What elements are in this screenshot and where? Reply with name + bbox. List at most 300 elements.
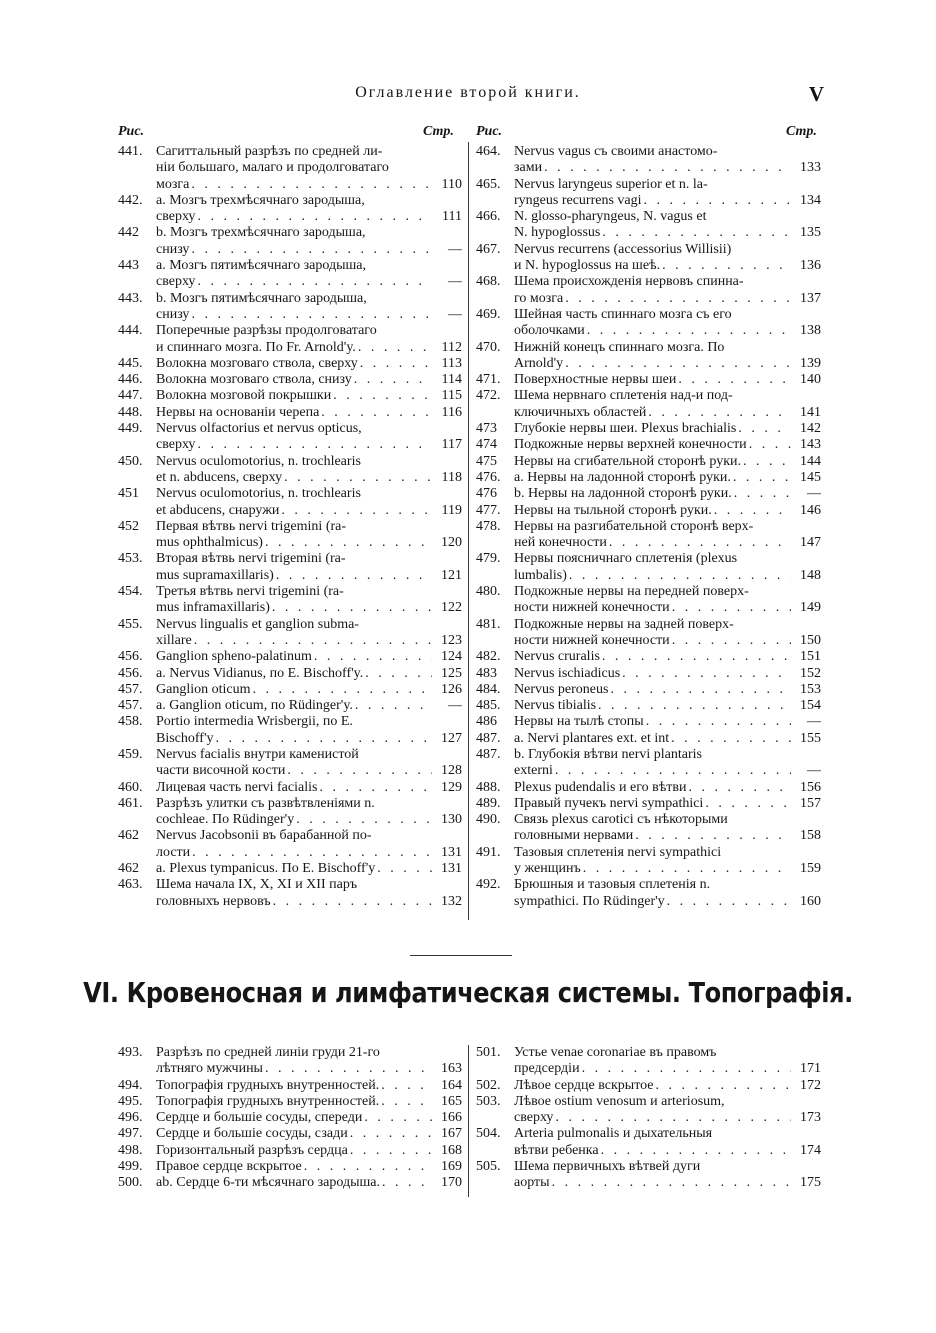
page-ref: 154 <box>800 698 821 714</box>
entry-title: Portio intermedia Wrisbergii, по E. <box>156 714 353 730</box>
entry-line <box>156 780 462 796</box>
entry-line <box>514 877 821 893</box>
dot-leader <box>189 242 432 258</box>
entry-line <box>514 340 821 356</box>
entry-title: mus inframaxillaris) <box>156 600 270 616</box>
toc-entry <box>118 796 462 829</box>
entry-title: предсердіи <box>514 1061 580 1077</box>
entry-body <box>514 1045 821 1078</box>
page-ref: 129 <box>441 779 462 795</box>
entry-line <box>514 1175 821 1191</box>
figure-number: 446. <box>118 372 143 388</box>
page-ref: 117 <box>441 437 462 453</box>
dot-leader <box>736 421 791 437</box>
toc-entry <box>118 861 462 877</box>
entry-line <box>514 714 821 730</box>
entry-title: Nervus cruralis <box>514 649 600 665</box>
entry-body <box>514 649 821 665</box>
entry-body <box>156 405 462 421</box>
entry-title: b. Глубокія вѣтви nervi plantaris <box>514 746 703 762</box>
entry-body <box>514 470 821 486</box>
dot-leader <box>331 388 432 404</box>
entry-line <box>514 666 821 682</box>
dot-leader <box>192 633 432 649</box>
entry-title: b. Мозгъ пятимѣсячнаго зародыша, <box>156 290 367 306</box>
fig-column-header-left: Рис. <box>118 124 145 139</box>
entry-body <box>156 144 462 193</box>
page-ref: 134 <box>800 192 821 208</box>
toc-entry <box>118 698 462 714</box>
dot-leader <box>362 1110 432 1126</box>
entry-title: головными нервами <box>514 828 634 844</box>
entry-title: Arnold'y <box>514 355 564 371</box>
toc-entry <box>476 617 821 650</box>
entry-line <box>514 682 821 698</box>
page-column-header-left: Стр. <box>423 124 454 139</box>
entry-title: N. glosso-pharyngeus, N. vagus et <box>514 209 707 225</box>
section-vi-column-left <box>118 1045 462 1192</box>
page-ref: 121 <box>441 567 462 583</box>
dot-leader <box>642 193 791 209</box>
dot-leader <box>348 1143 432 1159</box>
entry-title: Нижній конецъ спиннаго мозга. По <box>514 339 725 355</box>
entry-title: Тазовыя сплетенія nervi sympathici <box>514 844 722 860</box>
entry-line <box>514 242 821 258</box>
entry-title: ryngeus recurrens vagi <box>514 192 642 208</box>
toc-entry <box>476 551 821 584</box>
entry-line <box>156 1094 462 1110</box>
figure-number: 493. <box>118 1045 143 1060</box>
toc-entry <box>476 584 821 617</box>
dot-leader <box>353 698 432 714</box>
page-ref: — <box>448 274 462 290</box>
figure-number: 492. <box>476 877 501 893</box>
entry-line <box>156 649 462 665</box>
toc-entry <box>118 1094 462 1110</box>
page-ref: 112 <box>441 339 462 355</box>
toc-entry <box>476 796 821 812</box>
figure-number: 443 <box>118 258 139 274</box>
entry-line <box>156 503 462 519</box>
figure-number: 497. <box>118 1126 143 1142</box>
entry-line <box>156 633 462 649</box>
entry-title: xillare <box>156 632 192 648</box>
entry-title: Разрѣзъ улитки съ развѣтвленіями n. <box>156 795 375 811</box>
entry-line <box>514 470 821 486</box>
entry-body <box>514 454 821 470</box>
entry-line <box>156 617 462 633</box>
toc-entry <box>118 486 462 519</box>
entry-body <box>514 698 821 714</box>
toc-entry <box>118 1143 462 1159</box>
figure-number: 471. <box>476 372 501 388</box>
toc-entry <box>476 780 821 796</box>
dot-leader <box>747 437 791 453</box>
entry-body <box>514 274 821 307</box>
toc-entry <box>118 421 462 454</box>
entry-line <box>514 486 821 502</box>
figure-number: 487. <box>476 730 501 746</box>
dot-leader <box>646 405 791 421</box>
toc-entry <box>476 731 821 747</box>
figure-number: 448. <box>118 404 143 420</box>
entry-title: Nervus lingualis et ganglion subma- <box>156 616 359 632</box>
entry-title: a. Plexus tympanicus. По E. Bischoff'y <box>156 861 376 877</box>
entry-title: снизу <box>156 306 190 322</box>
toc-entry <box>118 291 462 324</box>
toc-entry <box>476 144 821 177</box>
toc-entry <box>118 1045 462 1078</box>
entry-line <box>156 877 462 893</box>
page-ref: 165 <box>441 1093 462 1109</box>
page-ref: 135 <box>800 225 821 241</box>
entry-line <box>156 731 462 747</box>
entry-line <box>156 454 462 470</box>
dot-leader <box>596 698 791 714</box>
entry-body <box>514 812 821 845</box>
page-ref: 137 <box>800 290 821 306</box>
entry-line <box>156 812 462 828</box>
page-ref: 113 <box>441 355 462 371</box>
entry-title: части височной кости <box>156 763 286 779</box>
entry-body <box>514 877 821 910</box>
entry-line <box>514 177 821 193</box>
entry-line <box>514 274 821 290</box>
entry-title: N. hypoglossus <box>514 225 601 241</box>
entry-title: Волокна мозговаго ствола, сверху <box>156 355 358 371</box>
entry-body <box>514 242 821 275</box>
entry-line <box>156 568 462 584</box>
entry-title: Глубокіе нервы шеи. Plexus brachialis <box>514 421 737 437</box>
entry-line <box>156 242 462 258</box>
entry-line <box>156 323 462 339</box>
entry-body <box>156 486 462 519</box>
dot-leader <box>580 1061 791 1077</box>
figure-number: 452 <box>118 518 139 534</box>
entry-line <box>156 666 462 682</box>
entry-line <box>156 388 462 404</box>
entry-title: го мозга <box>514 290 564 306</box>
entry-line <box>156 584 462 600</box>
entry-line <box>156 682 462 698</box>
figure-number: 496. <box>118 1110 143 1126</box>
entry-line <box>514 828 821 844</box>
toc-entry <box>476 877 821 910</box>
entry-line <box>514 649 821 665</box>
entry-title: у женщинъ <box>514 861 581 877</box>
entry-body <box>156 323 462 356</box>
entry-line <box>156 486 462 502</box>
figure-number: 450. <box>118 453 143 469</box>
page-ref: 168 <box>441 1142 462 1158</box>
toc-entry <box>476 274 821 307</box>
dot-leader <box>312 649 432 665</box>
dot-leader <box>741 454 791 470</box>
toc-entry <box>476 1126 821 1159</box>
page-ref: 139 <box>800 355 821 371</box>
entry-title: ней конечности <box>514 535 607 551</box>
entry-line <box>514 796 821 812</box>
entry-title: Nervus oculomotorius, n. trochlearis <box>156 486 361 502</box>
entry-title: Нервы на разгибательной сторонѣ верх- <box>514 518 754 534</box>
toc-entry <box>118 258 462 291</box>
entry-title: Брюшныя и тазовыя сплетенія n. <box>514 877 711 893</box>
entry-body <box>156 421 462 454</box>
figure-number: 472. <box>476 388 501 404</box>
entry-title: mus ophthalmicus) <box>156 535 263 551</box>
dot-leader <box>731 470 791 486</box>
page-ref: 153 <box>800 681 821 697</box>
entry-line <box>156 698 462 714</box>
entry-body <box>156 454 462 487</box>
figure-number: 458. <box>118 714 143 730</box>
entry-title: Nervus Jacobsonii въ барабанной по- <box>156 828 372 844</box>
entry-line <box>514 584 821 600</box>
entry-body <box>156 877 462 910</box>
toc-entry <box>118 1175 462 1191</box>
toc-entry <box>118 356 462 372</box>
page-ref: 163 <box>441 1061 462 1077</box>
figure-number: 483 <box>476 665 497 681</box>
entry-line <box>156 714 462 730</box>
toc-entry <box>118 372 462 388</box>
entry-title: сверху <box>156 274 196 290</box>
entry-body <box>156 1143 462 1159</box>
entry-title: Третья вѣтвь nervi trigemini (ra- <box>156 584 344 600</box>
entry-title: лости <box>156 844 191 860</box>
figure-number: 451 <box>118 486 139 502</box>
page-ref: 147 <box>800 535 821 551</box>
entry-line <box>514 519 821 535</box>
dot-leader <box>644 714 791 730</box>
figure-number: 485. <box>476 698 501 714</box>
entry-body <box>156 1175 462 1191</box>
entry-title: a. Ganglion oticum, по Rüdinger'y. <box>156 698 353 714</box>
page-ref: 111 <box>442 209 462 225</box>
entry-title: Нервы поясничнаго сплетенія (plexus <box>514 551 738 567</box>
toc-entry <box>476 437 821 453</box>
dot-leader <box>600 649 791 665</box>
entry-body <box>156 698 462 714</box>
page-ref: 148 <box>800 567 821 583</box>
page-ref: 120 <box>441 535 462 551</box>
toc-entry <box>118 649 462 665</box>
entry-line <box>156 1061 462 1077</box>
entry-title: сверху <box>156 437 196 453</box>
toc-entry <box>476 454 821 470</box>
entry-body <box>156 1126 462 1142</box>
entry-body <box>156 1094 462 1110</box>
entry-body <box>156 356 462 372</box>
dot-leader <box>607 535 791 551</box>
figure-number: 460. <box>118 779 143 795</box>
page-ref: 164 <box>441 1077 462 1093</box>
entry-title: externi <box>514 763 553 779</box>
entry-line <box>514 1159 821 1175</box>
entry-line <box>514 437 821 453</box>
dot-leader <box>599 1143 791 1159</box>
page-ref: 132 <box>441 893 462 909</box>
dot-leader <box>553 1110 791 1126</box>
figure-number: 486 <box>476 714 497 730</box>
section-vi-column-right <box>476 1045 821 1192</box>
entry-title: Разрѣзъ по средней линіи груди 21-го <box>156 1045 380 1060</box>
entry-title: ности нижней конечности <box>514 632 670 648</box>
toc-entry <box>118 405 462 421</box>
entry-title: Шейная часть спиннаго мозга съ его <box>514 306 732 322</box>
toc-entry <box>476 649 821 665</box>
entry-line <box>156 307 462 323</box>
toc-entry <box>476 1045 821 1078</box>
entry-title: Устье venae coronariae въ правомъ <box>514 1045 717 1060</box>
figure-number: 443. <box>118 290 143 306</box>
toc-column-left <box>118 144 462 910</box>
page-ref: — <box>448 306 462 322</box>
entry-title: сверху <box>514 1110 554 1126</box>
toc-entry <box>476 307 821 340</box>
entry-title: Nervus oculomotorius, n. trochlearis <box>156 453 361 469</box>
entry-line <box>156 405 462 421</box>
dot-leader <box>703 796 791 812</box>
dot-leader <box>379 1078 432 1094</box>
entry-line <box>514 600 821 616</box>
entry-line <box>514 845 821 861</box>
figure-number: 500. <box>118 1175 143 1191</box>
entry-title: Шема происхожденія нервовъ спинна- <box>514 274 744 290</box>
entry-title: головныхъ нервовъ <box>156 893 271 909</box>
figure-number: 469. <box>476 306 501 322</box>
entry-line <box>514 160 821 176</box>
dot-leader <box>600 225 791 241</box>
dot-leader <box>189 177 432 193</box>
figure-number: 505. <box>476 1159 501 1175</box>
toc-entry <box>476 421 821 437</box>
entry-title: Подкожные нервы верхней конечности <box>514 437 747 453</box>
entry-title: Топографія грудныхъ внутренностей. <box>156 1077 380 1093</box>
toc-entry <box>476 666 821 682</box>
entry-line <box>514 421 821 437</box>
entry-title: Сердце и большіе сосуды, спереди <box>156 1110 363 1126</box>
dot-leader <box>190 845 432 861</box>
figure-number: 454. <box>118 584 143 600</box>
figure-number: 476 <box>476 486 497 502</box>
figure-number: 457. <box>118 698 143 714</box>
figure-number: 494. <box>118 1077 143 1093</box>
page-ref: 174 <box>800 1142 821 1158</box>
page-ref: 149 <box>800 600 821 616</box>
page-ref: 151 <box>800 649 821 665</box>
entry-body <box>156 682 462 698</box>
fig-column-header-right: Рис. <box>476 124 503 139</box>
entry-title: Arteria pulmonalis и дыхательныя <box>514 1126 713 1142</box>
entry-body <box>514 340 821 373</box>
toc-entry <box>476 470 821 486</box>
page-ref: 124 <box>441 649 462 665</box>
page-ref: 157 <box>800 795 821 811</box>
page-ref: 160 <box>800 893 821 909</box>
page-ref: 131 <box>441 861 462 877</box>
entry-line <box>514 812 821 828</box>
toc-entry <box>118 666 462 682</box>
entry-title: Plexus pudendalis и его вѣтви <box>514 779 687 795</box>
page-ref: 145 <box>800 469 821 485</box>
entry-body <box>514 845 821 878</box>
page-ref: 144 <box>800 453 821 469</box>
entry-title: Правое сердце вскрытое <box>156 1159 302 1175</box>
page-ref: 118 <box>441 469 462 485</box>
entry-title: ключичныхъ областей <box>514 404 647 420</box>
toc-entry <box>118 1110 462 1126</box>
entry-line <box>156 1110 462 1126</box>
entry-body <box>156 291 462 324</box>
figure-number: 487. <box>476 746 501 762</box>
entry-line <box>514 388 821 404</box>
entry-title: ab. Сердце 6-ти мѣсячнаго зародыша. <box>156 1175 380 1191</box>
entry-title: a. Мозгъ пятимѣсячнаго зародыша, <box>156 258 366 274</box>
toc-entry <box>118 193 462 226</box>
entry-body <box>156 193 462 226</box>
page-ref: 114 <box>441 372 462 388</box>
dot-leader <box>379 1094 432 1110</box>
entry-line <box>514 568 821 584</box>
page-ref: 152 <box>800 665 821 681</box>
page-column-header-right: Стр. <box>786 124 817 139</box>
figure-number: 464. <box>476 144 501 159</box>
page-ref: 136 <box>800 258 821 274</box>
entry-line <box>156 470 462 486</box>
entry-body <box>156 828 462 861</box>
entry-body <box>514 584 821 617</box>
entry-body <box>514 617 821 650</box>
dot-leader <box>271 894 432 910</box>
entry-title: b. Мозгъ трехмѣсячнаго зародыша, <box>156 225 366 241</box>
entry-line <box>514 1110 821 1126</box>
entry-line <box>156 600 462 616</box>
toc-entry <box>476 209 821 242</box>
figure-number: 468. <box>476 274 501 290</box>
entry-body <box>156 1078 462 1094</box>
entry-line <box>514 1078 821 1094</box>
toc-column-right <box>476 144 821 910</box>
figure-number: 453. <box>118 551 143 567</box>
entry-title: снизу <box>156 241 190 257</box>
dot-leader <box>348 1126 432 1142</box>
entry-title: вѣтви ребенка <box>514 1142 599 1158</box>
entry-line <box>156 340 462 356</box>
entry-line <box>156 372 462 388</box>
dot-leader <box>633 828 791 844</box>
figure-number: 501. <box>476 1045 501 1060</box>
section-vi-column-divider <box>468 1045 469 1197</box>
entry-line <box>156 519 462 535</box>
entry-body <box>156 796 462 829</box>
entry-title: Сердце и большіе сосуды, сзади <box>156 1126 348 1142</box>
entry-line <box>514 894 821 910</box>
entry-line <box>514 1094 821 1110</box>
toc-entry <box>118 454 462 487</box>
entry-title: Правый пучекъ nervi sympathici <box>514 795 704 811</box>
toc-entry <box>476 519 821 552</box>
entry-line <box>156 1045 462 1061</box>
entry-line <box>514 405 821 421</box>
dot-leader <box>563 356 791 372</box>
dot-leader <box>712 503 791 519</box>
entry-line <box>514 291 821 307</box>
section-title: VI. Кровеносная и лимфатическая системы. Топографія. <box>83 976 853 1009</box>
entry-line <box>514 780 821 796</box>
entry-body <box>514 437 821 453</box>
toc-entry <box>118 225 462 258</box>
